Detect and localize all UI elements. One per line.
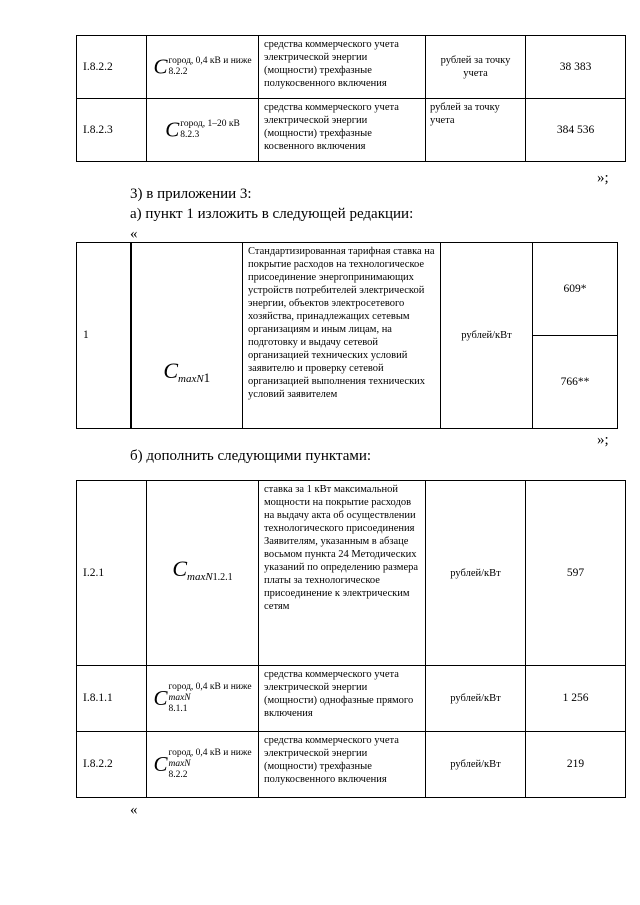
row-code: I.8.2.2 — [77, 732, 147, 798]
row-value: 1 256 — [526, 666, 626, 732]
opening-quote: « — [130, 226, 138, 242]
table-row — [77, 99, 626, 162]
table-row — [77, 243, 618, 336]
row-unit: рублей/кВт — [426, 481, 526, 666]
row-description: средства коммерческого учета электрической энергии (мощности) трехфазные косвенного включения — [259, 99, 426, 162]
table-row — [77, 666, 626, 732]
paragraph-3b: б) дополнить следующими пунктами: — [130, 448, 372, 464]
row-value-1: 609* — [533, 243, 618, 336]
rate-symbol: C город, 0,4 кВ и ниже maxN 8.2.2 — [147, 732, 259, 798]
row-code: I.8.2.2 — [77, 36, 147, 99]
table-row — [77, 36, 626, 99]
tariff-table-continuation — [76, 35, 626, 162]
table-row — [77, 732, 626, 798]
tariff-table-new-points — [76, 480, 626, 798]
row-code: I.2.1 — [77, 481, 147, 666]
rate-symbol: C город, 0,4 кВ и ниже maxN 8.1.1 — [147, 666, 259, 732]
row-unit: рублей/кВт — [426, 666, 526, 732]
row-unit: рублей за точку учета — [426, 99, 526, 162]
row-value: 384 536 — [526, 99, 626, 162]
row-code: 1 — [77, 243, 131, 429]
row-value: 38 383 — [526, 36, 626, 99]
row-value-2: 766** — [533, 336, 618, 429]
row-value: 597 — [526, 481, 626, 666]
row-code: I.8.2.3 — [77, 99, 147, 162]
row-description: ставка за 1 кВт максимальной мощности на покрытие расходов на выдачу акта об осуществлении технологического присоединения Заявителям, указанным в абзаце восьмом пункта 24 Методических указаний по определению размера платы за технологическое присоединение к электрическим сетям — [259, 481, 426, 666]
row-description: Стандартизированная тарифная ставка на покрытие расходов на технологическое присоединение энергопринимающих устройств потребителей электрической энергии, объектов электросетевого хозяйства, принадлежащих сетевым организациям и иным лицам, на подготовку и выдачу сетевой организацией технических условий заявителю и проверку сетевой организацией выполнения технических условий заявителем — [243, 243, 441, 429]
opening-quote: « — [130, 802, 138, 818]
row-description: средства коммерческого учета электрической энергии (мощности) трехфазные полукосвенного включения — [259, 36, 426, 99]
row-unit: рублей за точку учета — [426, 36, 526, 99]
paragraph-3: 3) в приложении 3: — [130, 186, 252, 202]
row-description: средства коммерческого учета электрической энергии (мощности) трехфазные полукосвенного включения — [259, 732, 426, 798]
row-description: средства коммерческого учета электрической энергии (мощности) однофазные прямого включения — [259, 666, 426, 732]
table-row — [77, 481, 626, 666]
row-value: 219 — [526, 732, 626, 798]
row-unit: рублей/кВт — [426, 732, 526, 798]
paragraph-3a: а) пункт 1 изложить в следующей редакции: — [130, 206, 414, 222]
rate-symbol: C город, 1–20 кВ 8.2.3 — [147, 99, 259, 162]
closing-quote: »; — [597, 170, 609, 186]
row-unit: рублей/кВт — [441, 243, 533, 429]
tariff-table-point-1 — [76, 242, 618, 429]
rate-symbol: $C_{maxN1.2.1}$ — [147, 481, 259, 666]
rate-symbol: C город, 0,4 кВ и ниже 8.2.2 — [147, 36, 259, 99]
rate-symbol: $C_{maxN1}$ — [131, 243, 243, 429]
closing-quote: »; — [597, 432, 609, 448]
row-code: I.8.1.1 — [77, 666, 147, 732]
